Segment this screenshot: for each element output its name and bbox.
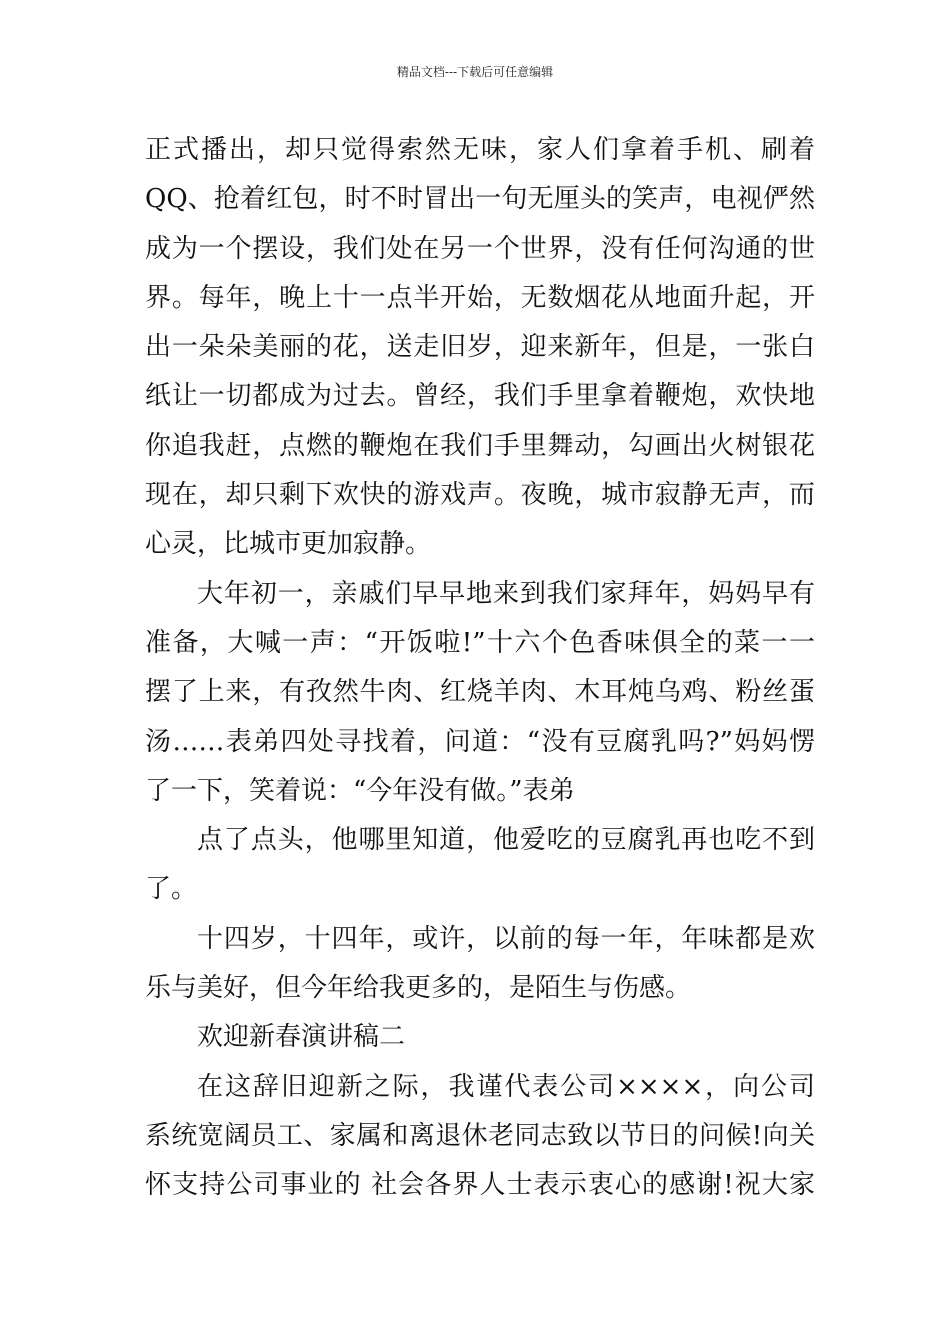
- document-body: [145, 126, 815, 1211]
- text-line: 出一朵朵美丽的花，送走旧岁，迎来新年，但是，一张白: [145, 332, 815, 363]
- text-line: 正式播出，却只觉得索然无味，家人们拿着手机、刷着: [145, 135, 815, 165]
- text-line: 了。: [145, 874, 198, 905]
- paragraph-start-line: 十四岁，十四年，或许，以前的每一年，年味都是欢: [197, 923, 815, 954]
- text-line: 准备，大喊一声：“开饭啦!”十六个色香味俱全的菜一一: [145, 627, 815, 658]
- text-line: QQ、抢着红包，时不时冒出一句无厘头的笑声，电视俨然: [145, 184, 815, 215]
- text-line: 摆了上来，有孜然牛肉、红烧羊肉、木耳炖乌鸡、粉丝蛋: [145, 677, 815, 708]
- text-line: 汤……表弟四处寻找着，问道：“没有豆腐乳吗?”妈妈愣: [145, 726, 815, 757]
- paragraph-start-line: 大年初一，亲戚们早早地来到我们家拜年，妈妈早有: [197, 578, 815, 609]
- text-line: 怀支持公司事业的 社会各界人士表示衷心的感谢!祝大家: [145, 1170, 815, 1201]
- paragraph-start-line: 点了点头，他哪里知道，他爱吃的豆腐乳再也吃不到: [197, 825, 815, 856]
- text-line: 心灵，比城市更加寂静。: [145, 529, 432, 560]
- text-line: 系统宽阔员工、家属和离退休老同志致以节日的问候!向关: [145, 1120, 815, 1151]
- text-line: 界。每年，晚上十一点半开始，无数烟花从地面升起，开: [145, 282, 815, 313]
- text-line: 你追我赶，点燃的鞭炮在我们手里舞动，勾画出火树银花: [145, 430, 815, 461]
- section-title: 欢迎新春演讲稿二: [197, 1022, 406, 1053]
- text-line: 了一下，笑着说：“今年没有做。”表弟: [145, 775, 575, 806]
- text-line: 乐与美好，但今年给我更多的，是陌生与伤感。: [145, 973, 692, 1004]
- text-line: 纸让一切都成为过去。曾经，我们手里拿着鞭炮，欢快地: [145, 381, 815, 412]
- text-line: 成为一个摆设，我们处在另一个世界，没有任何沟通的世: [145, 233, 815, 264]
- text-line: 现在，却只剩下欢快的游戏声。夜晚，城市寂静无声，而: [145, 480, 815, 511]
- paragraph-start-line: 在这辞旧迎新之际，我谨代表公司××××，向公司: [197, 1071, 815, 1102]
- page-header: 精品文档---下载后可任意编辑: [396, 65, 554, 79]
